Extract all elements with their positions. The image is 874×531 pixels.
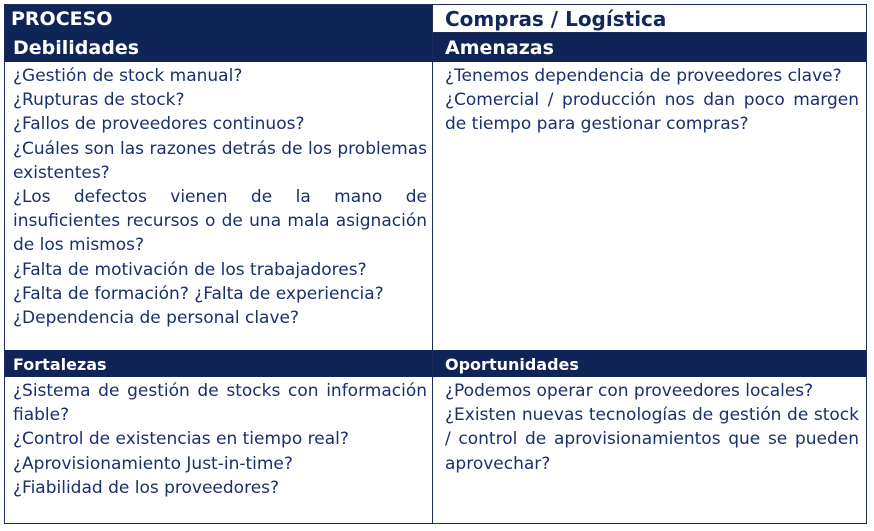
area-title: Compras / Logística	[433, 5, 866, 33]
content-row-bottom	[5, 377, 866, 523]
list-item: ¿Control de existencias en tiempo real?	[13, 429, 349, 450]
section-header-row-bottom	[5, 350, 866, 377]
amenazas-list	[433, 62, 866, 350]
list-item: ¿Rupturas de stock?	[13, 90, 185, 111]
list-item: ¿Existen nuevas tecnologías de gestión de stock / control de aprovisionamientos que se pueden aprovechar?	[445, 405, 859, 474]
list-item: ¿Falta de motivación de los trabajadores?	[13, 259, 367, 280]
amenazas-header: Amenazas	[433, 33, 866, 62]
list-item: ¿Fiabilidad de los proveedores?	[13, 477, 280, 498]
list-item: ¿Tenemos dependencia de proveedores clave?	[445, 66, 842, 86]
debilidades-header: Debilidades	[5, 33, 433, 62]
list-item: ¿Aprovisionamiento Just-in-time?	[13, 453, 293, 474]
title-row	[5, 5, 866, 33]
list-item: ¿Comercial / producción nos dan poco margen de tiempo para gestionar compras?	[445, 90, 859, 135]
content-row-top	[5, 62, 866, 350]
list-item: ¿Dependencia de personal clave?	[13, 308, 300, 329]
list-item: ¿Cuáles son las razones detrás de los problemas existentes?	[13, 138, 427, 183]
list-item: ¿Fallos de proveedores continuos?	[13, 114, 305, 135]
oportunidades-header: Oportunidades	[433, 350, 866, 377]
list-item: ¿Falta de formación? ¿Falta de experiencia?	[13, 283, 384, 304]
fortalezas-list	[5, 377, 433, 523]
fortalezas-header: Fortalezas	[5, 350, 433, 377]
list-item: ¿Sistema de gestión de stocks con información fiable?	[13, 381, 427, 426]
swot-table	[4, 4, 867, 524]
list-item: ¿Podemos operar con proveedores locales?	[445, 381, 814, 401]
section-header-row-top	[5, 33, 866, 62]
debilidades-list	[5, 62, 433, 350]
list-item: ¿Los defectos vienen de la mano de insuficientes recursos o de una mala asignación de los mismos?	[13, 187, 427, 256]
list-item: ¿Gestión de stock manual?	[13, 66, 243, 86]
proceso-label: PROCESO	[5, 5, 433, 33]
oportunidades-list	[433, 377, 866, 523]
